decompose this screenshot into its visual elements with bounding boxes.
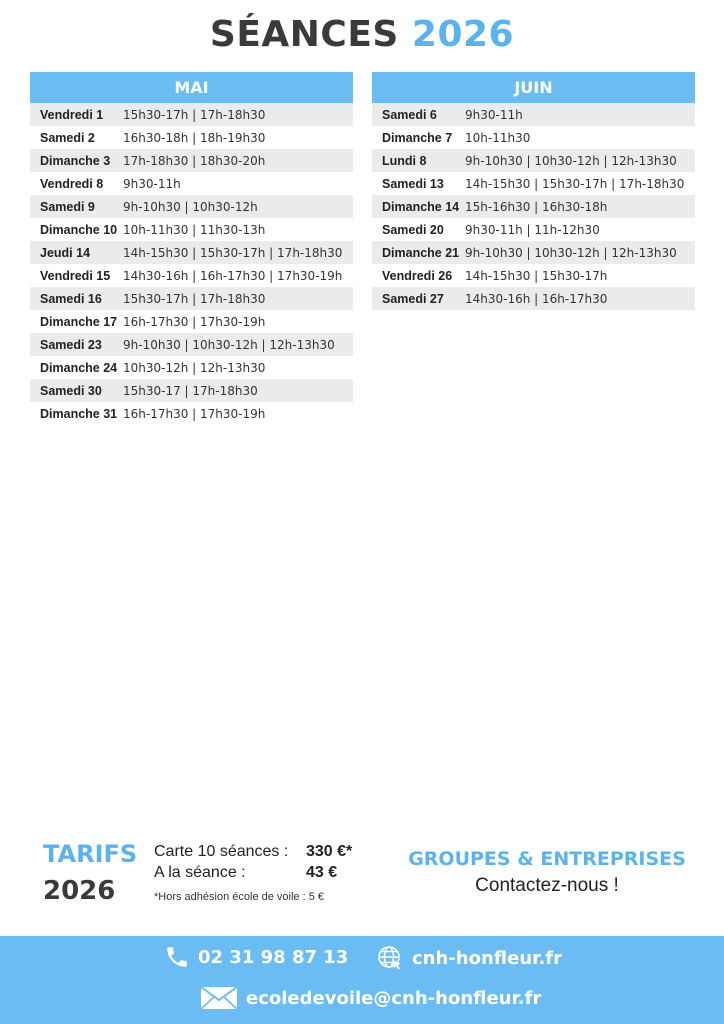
- email-link: ecoledevoile@cnh-honfleur.fr: [246, 987, 542, 1009]
- schedule-row: [30, 310, 353, 333]
- time-slots: 16h-17h30 | 17h30-19h: [123, 314, 266, 329]
- groupes-heading: GROUPES & ENTREPRISES: [408, 848, 686, 870]
- schedule-rows-mai: [30, 103, 353, 425]
- schedule-row: [372, 264, 695, 287]
- schedule-row: [30, 264, 353, 287]
- day-label: Samedi 30: [40, 383, 102, 398]
- schedule-row: [372, 149, 695, 172]
- month-header-mai: MAI: [30, 72, 353, 103]
- schedule-row: [30, 287, 353, 310]
- page-title: [0, 14, 724, 55]
- price-carte-label: Carte 10 séances :: [154, 843, 289, 860]
- day-label: Lundi 8: [382, 153, 427, 168]
- day-label: Dimanche 21: [382, 245, 460, 260]
- day-label: Dimanche 10: [40, 222, 118, 237]
- price-note: *Hors adhésion école de voile : 5 €: [154, 891, 324, 903]
- footer-website[interactable]: [376, 944, 562, 972]
- time-slots: 14h30-16h | 16h-17h30 | 17h30-19h: [123, 268, 343, 283]
- schedule-row: [30, 149, 353, 172]
- website-link: cnh-honfleur.fr: [412, 947, 562, 969]
- time-slots: 14h-15h30 | 15h30-17h | 17h-18h30: [123, 245, 343, 260]
- day-label: Samedi 2: [40, 130, 95, 145]
- globe-icon: [376, 944, 404, 972]
- schedule-juin: [372, 72, 695, 310]
- time-slots: 10h-11h30: [465, 130, 531, 145]
- footer-bar: [0, 936, 724, 1024]
- time-slots: 9h30-11h: [465, 107, 523, 122]
- price-carte: [154, 843, 353, 861]
- time-slots: 14h-15h30 | 15h30-17h | 17h-18h30: [465, 176, 685, 191]
- schedule-row: [30, 402, 353, 425]
- time-slots: 16h-17h30 | 17h30-19h: [123, 406, 266, 421]
- day-label: Samedi 27: [382, 291, 444, 306]
- day-label: Dimanche 7: [382, 130, 453, 145]
- tarifs-heading: TARIFS: [43, 840, 138, 868]
- schedule-mai: [30, 72, 353, 425]
- time-slots: 15h-16h30 | 16h30-18h: [465, 199, 608, 214]
- schedule-row: [372, 195, 695, 218]
- schedule-row: [30, 241, 353, 264]
- day-label: Jeudi 14: [40, 245, 91, 260]
- time-slots: 9h-10h30 | 10h30-12h | 12h-13h30: [123, 337, 335, 352]
- time-slots: 10h-11h30 | 11h30-13h: [123, 222, 266, 237]
- footer-phone[interactable]: [164, 944, 348, 970]
- schedule-row: [30, 218, 353, 241]
- time-slots: 14h30-16h | 16h-17h30: [465, 291, 608, 306]
- tarifs-year: 2026: [43, 876, 116, 906]
- schedule-row: [30, 379, 353, 402]
- footer-email[interactable]: [200, 985, 541, 1011]
- day-label: Vendredi 26: [382, 268, 453, 283]
- day-label: Vendredi 15: [40, 268, 111, 283]
- schedule-row: [30, 126, 353, 149]
- day-label: Dimanche 14: [382, 199, 460, 214]
- time-slots: 10h30-12h | 12h-13h30: [123, 360, 266, 375]
- mail-icon: [200, 985, 238, 1011]
- schedule-row: [30, 103, 353, 126]
- price-seance: [154, 864, 338, 882]
- day-label: Samedi 16: [40, 291, 102, 306]
- schedule-row: [30, 172, 353, 195]
- schedule-row: [372, 172, 695, 195]
- phone-icon: [164, 944, 190, 970]
- schedule-row: [372, 126, 695, 149]
- time-slots: 9h-10h30 | 10h30-12h: [123, 199, 258, 214]
- time-slots: 14h-15h30 | 15h30-17h: [465, 268, 608, 283]
- day-label: Dimanche 31: [40, 406, 118, 421]
- schedule-row: [30, 333, 353, 356]
- day-label: Dimanche 17: [40, 314, 118, 329]
- schedule-row: [30, 195, 353, 218]
- time-slots: 17h-18h30 | 18h30-20h: [123, 153, 266, 168]
- day-label: Vendredi 8: [40, 176, 104, 191]
- day-label: Samedi 9: [40, 199, 95, 214]
- time-slots: 9h30-11h: [123, 176, 181, 191]
- schedule-row: [372, 241, 695, 264]
- page-title-year: 2026: [411, 14, 515, 55]
- day-label: Dimanche 24: [40, 360, 118, 375]
- day-label: Samedi 13: [382, 176, 444, 191]
- time-slots: 15h30-17h | 17h-18h30: [123, 291, 266, 306]
- price-seance-value: 43 €: [306, 864, 338, 881]
- page-title-main: SÉANCES: [209, 14, 399, 55]
- schedule-row: [372, 218, 695, 241]
- day-label: Samedi 6: [382, 107, 437, 122]
- time-slots: 9h30-11h | 11h-12h30: [465, 222, 600, 237]
- phone-number: 02 31 98 87 13: [198, 946, 349, 968]
- schedule-row: [372, 103, 695, 126]
- schedule-row: [30, 356, 353, 379]
- price-seance-label: A la séance :: [154, 864, 246, 881]
- price-carte-value: 330 €*: [306, 843, 353, 860]
- day-label: Samedi 23: [40, 337, 102, 352]
- month-header-juin: JUIN: [372, 72, 695, 103]
- schedule-row: [372, 287, 695, 310]
- day-label: Samedi 20: [382, 222, 444, 237]
- time-slots: 16h30-18h | 18h-19h30: [123, 130, 266, 145]
- contact-text: Contactez-nous !: [475, 875, 619, 896]
- time-slots: 15h30-17h | 17h-18h30: [123, 107, 266, 122]
- schedule-rows-juin: [372, 103, 695, 310]
- day-label: Vendredi 1: [40, 107, 104, 122]
- day-label: Dimanche 3: [40, 153, 111, 168]
- time-slots: 9h-10h30 | 10h30-12h | 12h-13h30: [465, 245, 677, 260]
- time-slots: 15h30-17 | 17h-18h30: [123, 383, 258, 398]
- time-slots: 9h-10h30 | 10h30-12h | 12h-13h30: [465, 153, 677, 168]
